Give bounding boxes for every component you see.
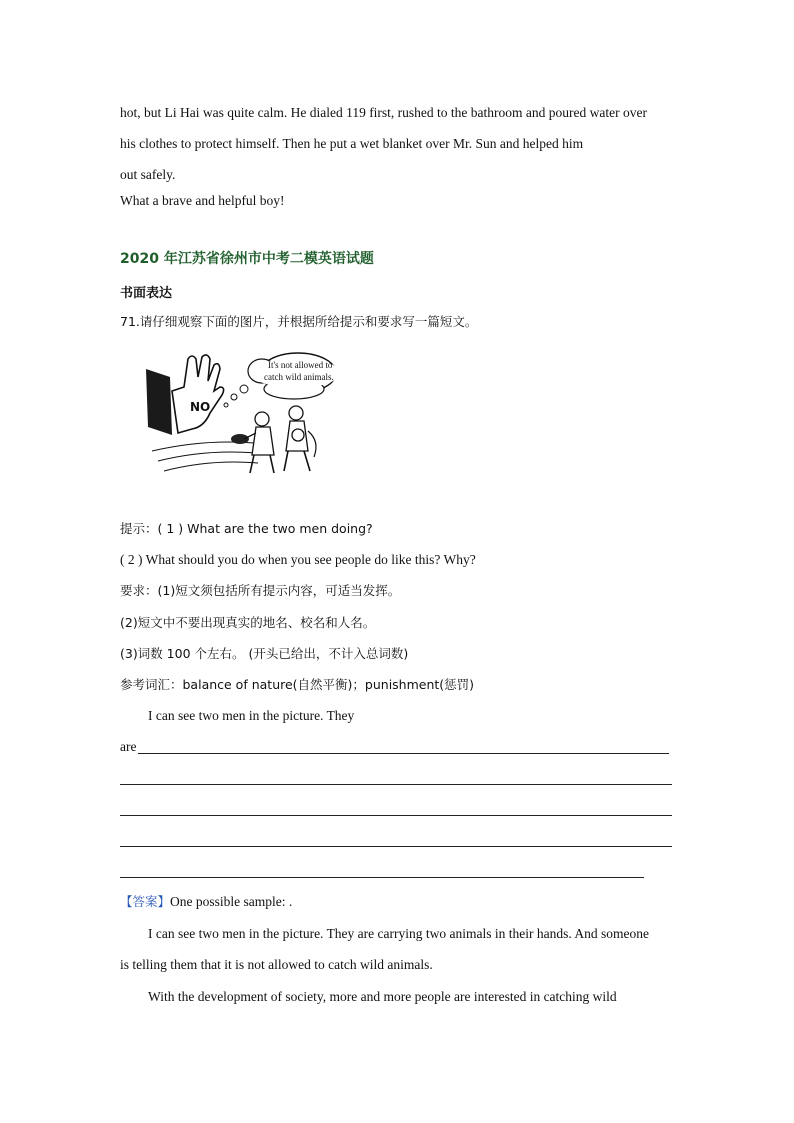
thought-dot (231, 394, 237, 400)
hint-1: 提示：( 1 ) What are the two men doing? (120, 521, 373, 536)
section-title: 2020 年江苏省徐州市中考二模英语试题 (120, 251, 374, 267)
writing-line[interactable] (120, 784, 672, 785)
cartoon-image (144, 347, 336, 477)
reference-vocabulary: 参考词汇：balance of nature(自然平衡)；punishment(惩罚) (120, 677, 475, 692)
answer-line: is telling them that it is not allowed to catch wild animals. (120, 957, 433, 972)
writing-line[interactable] (120, 815, 672, 816)
bubble-line-1: It's not allowed to (268, 360, 333, 370)
sign-text: NO (190, 400, 211, 414)
essay-starter-continued: are (120, 739, 137, 754)
writing-line[interactable] (120, 846, 672, 847)
man-two-figure (284, 406, 316, 471)
requirement-2: (2)短文中不要出现真实的地名、校名和人名。 (120, 615, 376, 630)
motion-line (158, 452, 256, 461)
animal-icon (292, 429, 304, 441)
writing-line[interactable] (138, 753, 669, 754)
writing-line[interactable] (120, 877, 644, 878)
passage-line: his clothes to protect himself. Then he put a wet blanket over Mr. Sun and helped him (120, 136, 584, 151)
answer-line: With the development of society, more and more people are interested in catching wild (148, 989, 617, 1004)
answer-line: I can see two men in the picture. They are carrying two animals in their hands. And someone (148, 926, 649, 941)
requirement-3: (3)词数 100 个左右。 (开头已给出，不计入总词数) (120, 646, 409, 661)
speech-bubble (248, 353, 336, 399)
passage-line: hot, but Li Hai was quite calm. He dialed 119 first, rushed to the bathroom and poured water over (120, 105, 647, 120)
answer-header (120, 893, 292, 911)
answer-tag: 【答案】 (120, 894, 171, 909)
answer-intro: One possible sample: . (170, 894, 293, 909)
thought-dot (240, 385, 248, 393)
stop-hand-icon (172, 355, 224, 433)
section-subhead: 书面表达 (120, 286, 173, 301)
passage-line: out safely. (120, 167, 176, 182)
bubble-line-2: catch wild animals. (264, 372, 334, 382)
hint-2: ( 2 ) What should you do when you see people do like this? Why? (120, 552, 476, 567)
requirement-1: 要求：(1)短文须包括所有提示内容，可适当发挥。 (120, 583, 401, 598)
question-prompt: 71.请仔细观察下面的图片，并根据所给提示和要求写一篇短文。 (120, 314, 478, 329)
essay-starter: I can see two men in the picture. They (148, 708, 355, 723)
passage-line: What a brave and helpful boy! (120, 193, 285, 208)
animal-icon (231, 434, 249, 444)
motion-line (164, 462, 258, 471)
thought-dot (224, 403, 228, 407)
wall-shape (146, 369, 172, 435)
